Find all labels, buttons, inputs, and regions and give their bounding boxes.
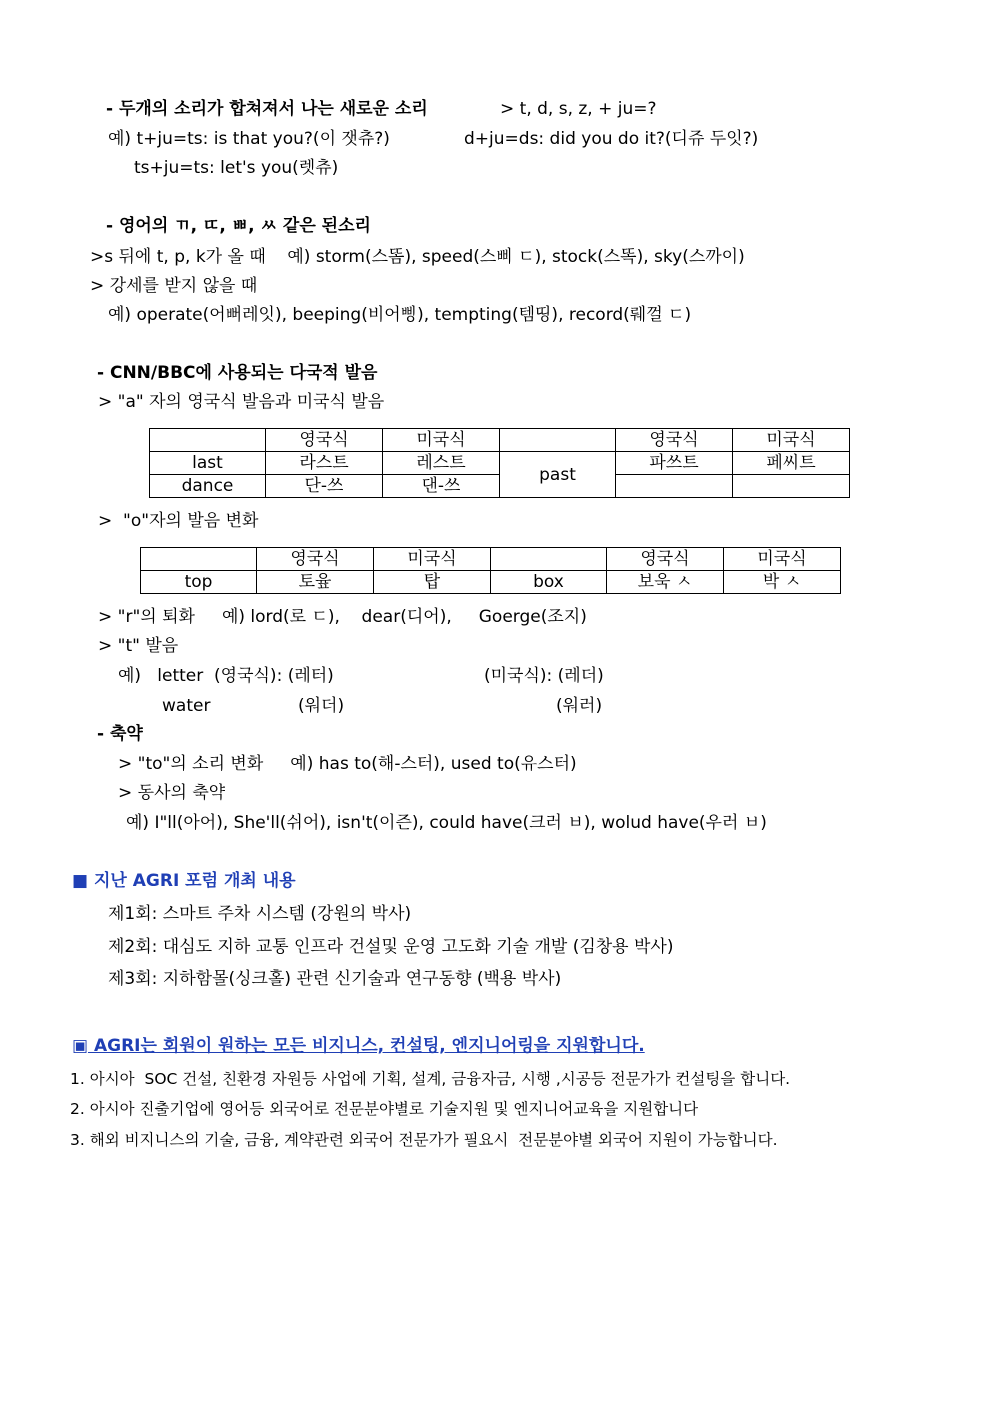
table-cell (616, 475, 733, 498)
table-cell-us: 레스트 (383, 452, 500, 475)
contraction-line-2: > 동사의 축약 (118, 783, 226, 803)
t-example-1: 예) letter (영국식): (레터) (118, 666, 334, 686)
r-line: > "r"의 퇴화 예) lord(로 ㄷ), dear(디어), Goerge(조지) (98, 607, 587, 627)
table-cell-uk: 파쓰트 (616, 452, 733, 475)
tense-line-1: >s 뒤에 t, p, k가 올 때 예) storm(스똠), speed(스삐 ㄷ), stock(스똑), sky(스까이) (90, 247, 745, 267)
table-cell-word: last (150, 452, 266, 475)
table-cell-uk: 토윺 (257, 571, 374, 594)
table-cell (491, 548, 607, 571)
table-cell-us: 박 ㅅ (724, 571, 841, 594)
agri-item: 2. 아시아 진출기업에 영어등 외국어로 전문분야별로 기술지원 및 엔지니어교육을 지원합니다 (70, 1100, 699, 1118)
contraction-line-1: > "to"의 소리 변화 예) has to(해-스터), used to(유스터) (118, 754, 577, 774)
table-header-uk: 영국식 (257, 548, 374, 571)
o-intro: > "o"자의 발음 변화 (98, 511, 259, 531)
tense-heading: - 영어의 ㄲ, ㄸ, ㅃ, ㅆ 같은 된소리 (106, 216, 371, 236)
table-row (141, 571, 841, 594)
t-example-2-word: water (162, 696, 211, 716)
contraction-line-3: 예) I"ll(아어), She'll(쉬어), isn't(이즌), could have(크러 ㅂ), wolud have(우러 ㅂ) (126, 813, 767, 833)
table-cell-uk: 단-쓰 (266, 475, 383, 498)
cnn-heading: - CNN/BBC에 사용되는 다국적 발음 (97, 363, 378, 383)
table-cell-us: 탑 (374, 571, 491, 594)
merge-example-1: 예) t+ju=ts: is that you?(이 잿츄?) (108, 129, 390, 149)
table-cell-uk: 라스트 (266, 452, 383, 475)
table-cell-us: 댄-쓰 (383, 475, 500, 498)
contraction-heading: - 축약 (97, 724, 143, 744)
a-pronunciation-table (149, 428, 850, 498)
table-header-us: 미국식 (724, 548, 841, 571)
agri-heading: ▣ AGRI는 회원이 원하는 모든 비지니스, 컨설팅, 엔지니어링을 지원합니다. (72, 1036, 645, 1056)
table-header-us: 미국식 (733, 429, 850, 452)
table-cell-word: top (141, 571, 257, 594)
table-cell (150, 429, 266, 452)
tense-line-2: > 강세를 받지 않을 때 (90, 276, 258, 296)
agri-item: 3. 해외 비지니스의 기술, 금융, 계약관련 외국어 전문가가 필요시 전문분야별 외국어 지원이 가능합니다. (70, 1131, 778, 1149)
merge-example-3: ts+ju=ts: let's you(렛츄) (134, 158, 339, 178)
merge-heading-note: > t, d, s, z, + ju=? (500, 99, 657, 119)
forum-item: 제1회: 스마트 주차 시스템 (강원의 박사) (108, 904, 412, 924)
forum-item: 제2회: 대심도 지하 교통 인프라 건설및 운영 고도화 기술 개발 (김창용 박사) (108, 937, 674, 957)
table-cell-word: past (500, 452, 616, 498)
table-header-us: 미국식 (383, 429, 500, 452)
table-cell (733, 475, 850, 498)
table-header-row (150, 429, 850, 452)
forum-heading: ■ 지난 AGRI 포럼 개최 내용 (72, 871, 296, 891)
t-example-2-us: (워러) (556, 696, 603, 716)
table-cell-word: dance (150, 475, 266, 498)
table-cell-word: box (491, 571, 607, 594)
table-row (150, 452, 850, 475)
table-cell-uk: 보욱 ㅅ (607, 571, 724, 594)
a-intro: > "a" 자의 영국식 발음과 미국식 발음 (98, 392, 385, 412)
table-cell (141, 548, 257, 571)
t-line: > "t" 발음 (98, 636, 179, 656)
table-cell-us: 페씨트 (733, 452, 850, 475)
merge-heading: - 두개의 소리가 합쳐져서 나는 새로운 소리 (106, 99, 428, 119)
tense-line-3: 예) operate(어뻐레잇), beeping(비어삥), tempting(템띵), record(뤠껄 ㄷ) (108, 305, 692, 325)
forum-item: 제3회: 지하함몰(싱크홀) 관련 신기술과 연구동향 (백용 박사) (108, 969, 562, 989)
table-header-uk: 영국식 (266, 429, 383, 452)
table-header-uk: 영국식 (616, 429, 733, 452)
agri-item: 1. 아시아 SOC 건설, 친환경 자원등 사업에 기획, 설계, 금융자금, 시행 ,시공등 전문가가 컨설팅을 합니다. (70, 1070, 791, 1088)
table-header-row (141, 548, 841, 571)
table-header-uk: 영국식 (607, 548, 724, 571)
merge-example-2: d+ju=ds: did you do it?(디쥬 두잇?) (464, 129, 759, 149)
o-pronunciation-table (140, 547, 841, 594)
table-header-us: 미국식 (374, 548, 491, 571)
t-example-1-us: (미국식): (레더) (484, 666, 604, 686)
t-example-2-uk: (워더) (298, 696, 345, 716)
table-cell (500, 429, 616, 452)
